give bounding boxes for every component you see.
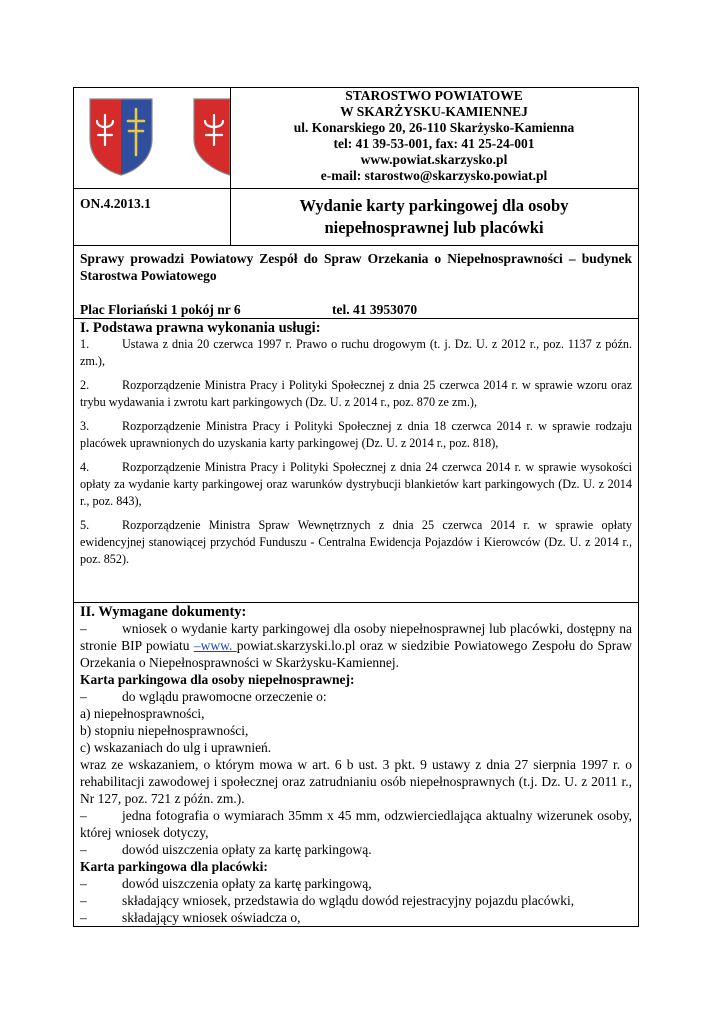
item-number: 5. (80, 518, 90, 532)
org-email: e-mail: starostwo@skarzysko.powiat.pl (320, 168, 548, 183)
item-number: 4. (80, 460, 90, 474)
row-divider (74, 188, 638, 189)
document-code: ON.4.2013.1 (80, 196, 151, 211)
office-header (230, 88, 638, 184)
office-info: Sprawy prowadzi Powiatowy Zespół do Spraw Orzekania o Niepełnosprawności – budynek Starostwa Powiatowego (80, 251, 632, 283)
item-text: Rozporządzenie Ministra Spraw Wewnętrznych z dnia 25 czerwca 2014 r. w sprawie opłaty ewidencyjnej stanowiącej przychód Funduszu - Centralna Ewidencja Pojazdów i Kierowców (Dz. U. z 2014 r., poz. 852). (80, 518, 632, 566)
org-address: ul. Konarskiego 20, 26-110 Skarżysko-Kamienna (293, 120, 575, 135)
row-divider (74, 318, 638, 319)
list-item: c) wskazaniach do ulg i uprawnień. (80, 740, 272, 755)
section-required-documents (80, 604, 632, 926)
section-heading: I. Podstawa prawna wykonania usługi: (80, 320, 321, 336)
subheading-facility: Karta parkingowa dla placówki: (80, 859, 268, 874)
bip-link[interactable]: –www. (193, 638, 237, 653)
office-address: Plac Floriański 1 pokój nr 6 (80, 302, 241, 317)
legal-basis-item (80, 517, 632, 568)
row-divider (74, 245, 638, 246)
org-name-line1: STAROSTWO POWIATOWE (345, 88, 523, 103)
list-item: b) stopniu niepełnosprawności, (80, 723, 249, 738)
section-heading: II. Wymagane dokumenty: (80, 604, 247, 620)
item-text: Rozporządzenie Ministra Pracy i Polityki Społecznej z dnia 24 czerwca 2014 r. w sprawie wysokości opłaty za wydanie karty parkingowej oraz warunków dystrybucji blankietów kart parkingowych (Dz. U. z 2014 r., poz. 843), (80, 460, 632, 508)
org-name-line2: W SKARŻYSKU-KAMIENNEJ (340, 104, 528, 119)
item-text: Rozporządzenie Ministra Pracy i Polityki Społecznej z dnia 25 czerwca 2014 r. w sprawie wzoru oraz trybu wydawania i zwrotu kart parkingowych (Dz. U. z 2014 r., poz. 870 ze zm.), (80, 378, 632, 409)
town-crest-icon (190, 95, 230, 177)
item-text: Rozporządzenie Ministra Pracy i Polityki Społecznej z dnia 18 czerwca 2014 r. w sprawie rodzaju placówek uprawnionych do uzyskania karty parkingowej (Dz. U. z 2014 r., poz. 818), (80, 419, 632, 450)
paragraph: wraz ze wskazaniem, o którym mowa w art. 6 b ust. 3 pkt. 9 ustawy z dnia 27 sierpnia 1997 r. o rehabilitacji zawodowej i społecznej oraz zatrudnianiu osób niepełnosprawnych (t.j. Dz. U. z 2011 r., Nr 127, poz. 721 z późn. zm.). (80, 757, 632, 806)
office-phone: tel. 41 3953070 (332, 302, 418, 317)
title-line2: niepełnosprawnej lub placówki (324, 218, 544, 237)
document-title (230, 195, 638, 239)
legal-basis-item (80, 377, 632, 411)
item-number: 2. (80, 378, 90, 392)
item-text: Ustawa z dnia 20 czerwca 1997 r. Prawo o ruchu drogowym (t. j. Dz. U. z 2012 r., poz. 1137 z późn. zm.), (80, 337, 632, 368)
org-phone: tel: 41 39-53-001, fax: 41 25-24-001 (333, 136, 535, 151)
list-item: a) niepełnosprawności, (80, 706, 205, 721)
list-item: – dowód uiszczenia opłaty za kartę parkingową. (80, 842, 372, 857)
list-item: – jedna fotografia o wymiarach 35mm x 45 mm, odzwierciedlająca aktualny wizerunek osoby, której wniosek dotyczy, (80, 808, 632, 840)
title-line1: Wydanie karty parkingowej dla osoby (299, 196, 569, 215)
item-number: 1. (80, 337, 90, 351)
list-item: – do wglądu prawomocne orzeczenie o: (80, 689, 327, 704)
legal-basis-item (80, 459, 632, 510)
county-crest-icon (86, 95, 156, 177)
item-number: 3. (80, 419, 90, 433)
section-legal-basis (80, 320, 632, 575)
legal-basis-item (80, 336, 632, 370)
list-item: – wniosek o wydanie karty parkingowej dla osoby niepełnosprawnej lub placówki, dostępny na stronie BIP powiatu –www. powiat.skarzyski.lo.pl oraz w siedzibie Powiatowego Zespołu do Spraw Orzekania o Niepełnosprawności w Skarżysku-Kamiennej. (80, 621, 632, 670)
subheading-person: Karta parkingowa dla osoby niepełnosprawnej: (80, 672, 355, 687)
documents-list (80, 620, 632, 926)
list-item: – dowód uiszczenia opłaty za kartę parkingową, (80, 876, 372, 891)
org-website: www.powiat.skarzysko.pl (360, 152, 508, 167)
office-location (80, 302, 417, 318)
list-item: – składający wniosek, przedstawia do wglądu dowód rejestracyjny pojazdu placówki, (80, 893, 575, 908)
row-divider (74, 602, 638, 603)
list-item: – składający wniosek oświadcza o, (80, 910, 301, 925)
legal-basis-list (80, 336, 632, 568)
legal-basis-item (80, 418, 632, 452)
